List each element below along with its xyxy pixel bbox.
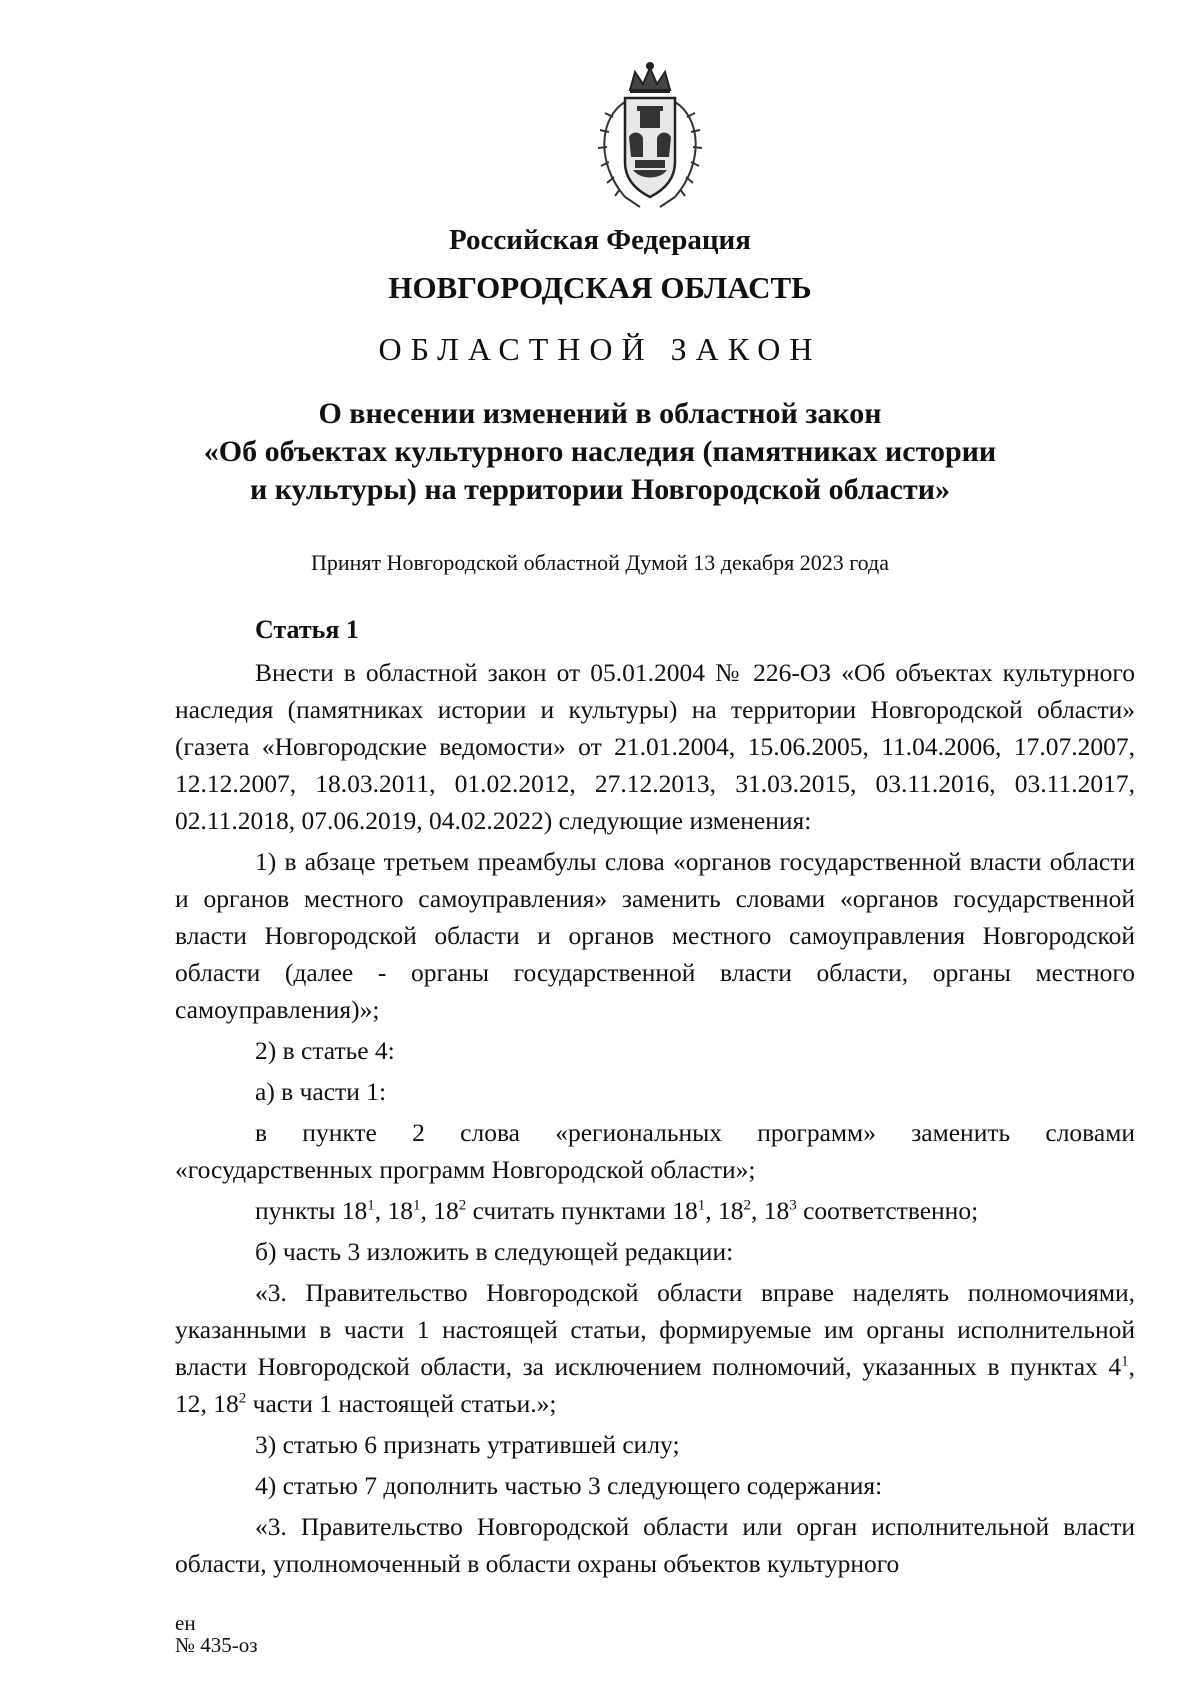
footer-initials: ен: [175, 1611, 196, 1635]
region-name: НОВГОРОДСКАЯ ОБЛАСТЬ: [388, 270, 812, 305]
law-title-line: О внесении изменений в областной закон: [318, 397, 882, 430]
text-fragment: «3. Правительство Новгородской области вправе наделять полномочиями, указанными в части 1 настоящей статьи, формируемые им органы исполнительной власти Новгородской области, за исключением полномочий, указанных в пунктах 4: [175, 1278, 1135, 1381]
superscript: 1: [413, 1197, 421, 1214]
article-intro: Внести в областной закон от 05.01.2004 № 226-ОЗ «Об объектах культурного наследия (памятниках истории и культуры) на территории Новгородской области» (газета «Новгородские ведомости» от 21.01.2004, 15.06.2005, 11.04.2006, 17.07.2007, 12.12.2007, 18.03.2011, 01.02.2012, 27.12.2013, 31.03.2015, 03.11.2016, 03.11.2017, 02.11.2018, 07.06.2019, 04.02.2022) следующие изменения:: [175, 658, 1135, 835]
part-3-text: [175, 1274, 1135, 1422]
amendment-item-2b: б) часть 3 изложить в следующей редакции:: [255, 1237, 734, 1266]
superscript: 2: [238, 1390, 247, 1407]
superscript: 2: [458, 1197, 467, 1214]
law-title: [190, 395, 1010, 509]
amendment-item-1: 1) в абзаце третьем преамбулы слова «органов государственной власти области и органов местного самоуправления» заменить словами «органов государственной власти Новгородской области и органов местного самоуправления Новгородской области (далее - органы государственной власти области, органы местного самоуправления)»;: [175, 847, 1135, 1024]
law-number: № 435-оз: [175, 1633, 258, 1657]
law-title-line: «Об объектах культурного наследия (памятниках истории: [203, 435, 997, 468]
law-title-line: и культуры) на территории Новгородской области»: [249, 473, 951, 506]
superscript: 1: [697, 1197, 706, 1214]
text-fragment: , 12, 18: [175, 1352, 1135, 1418]
text-fragment: части 1 настоящей статьи.»;: [246, 1389, 557, 1418]
country-name: Российская Федерация: [449, 224, 751, 256]
coat-of-arms-icon: [585, 62, 715, 212]
text-fragment: , 18: [420, 1196, 459, 1225]
superscript: 2: [743, 1197, 751, 1214]
text-fragment: считать пунктами 18: [466, 1196, 698, 1225]
amendment-item-4-text: «3. Правительство Новгородской области или орган исполнительной власти области, уполномоченный в области охраны объектов культурного: [175, 1512, 1135, 1578]
text-fragment: , 18: [750, 1196, 790, 1225]
text-fragment: , 18: [374, 1196, 413, 1225]
amendment-item-2a: а) в части 1:: [255, 1077, 387, 1106]
amendment-item-2a-text: в пункте 2 слова «региональных программ» заменить словами «государственных программ Новгородской области»;: [175, 1118, 1135, 1184]
text-fragment: соответственно;: [796, 1196, 979, 1225]
law-type: ОБЛАСТНОЙ ЗАКОН: [378, 331, 822, 367]
superscript: 1: [367, 1197, 375, 1214]
article-body: [175, 612, 1135, 1586]
text-fragment: , 18: [705, 1196, 744, 1225]
renumber-paragraph: [175, 1192, 1135, 1229]
amendment-item-4: 4) статью 7 дополнить частью 3 следующего содержания:: [255, 1471, 883, 1500]
amendment-item-2: 2) в статье 4:: [255, 1036, 395, 1065]
superscript: 1: [1121, 1353, 1129, 1370]
amendment-item-3: 3) статью 6 признать утратившей силу;: [255, 1430, 680, 1459]
document-footer: [175, 1612, 258, 1656]
adoption-note: Принят Новгородской областной Думой 13 декабря 2023 года: [310, 550, 889, 575]
superscript: 3: [789, 1197, 797, 1214]
article-heading: Статья 1: [255, 615, 359, 644]
text-fragment: пункты 18: [255, 1196, 368, 1225]
